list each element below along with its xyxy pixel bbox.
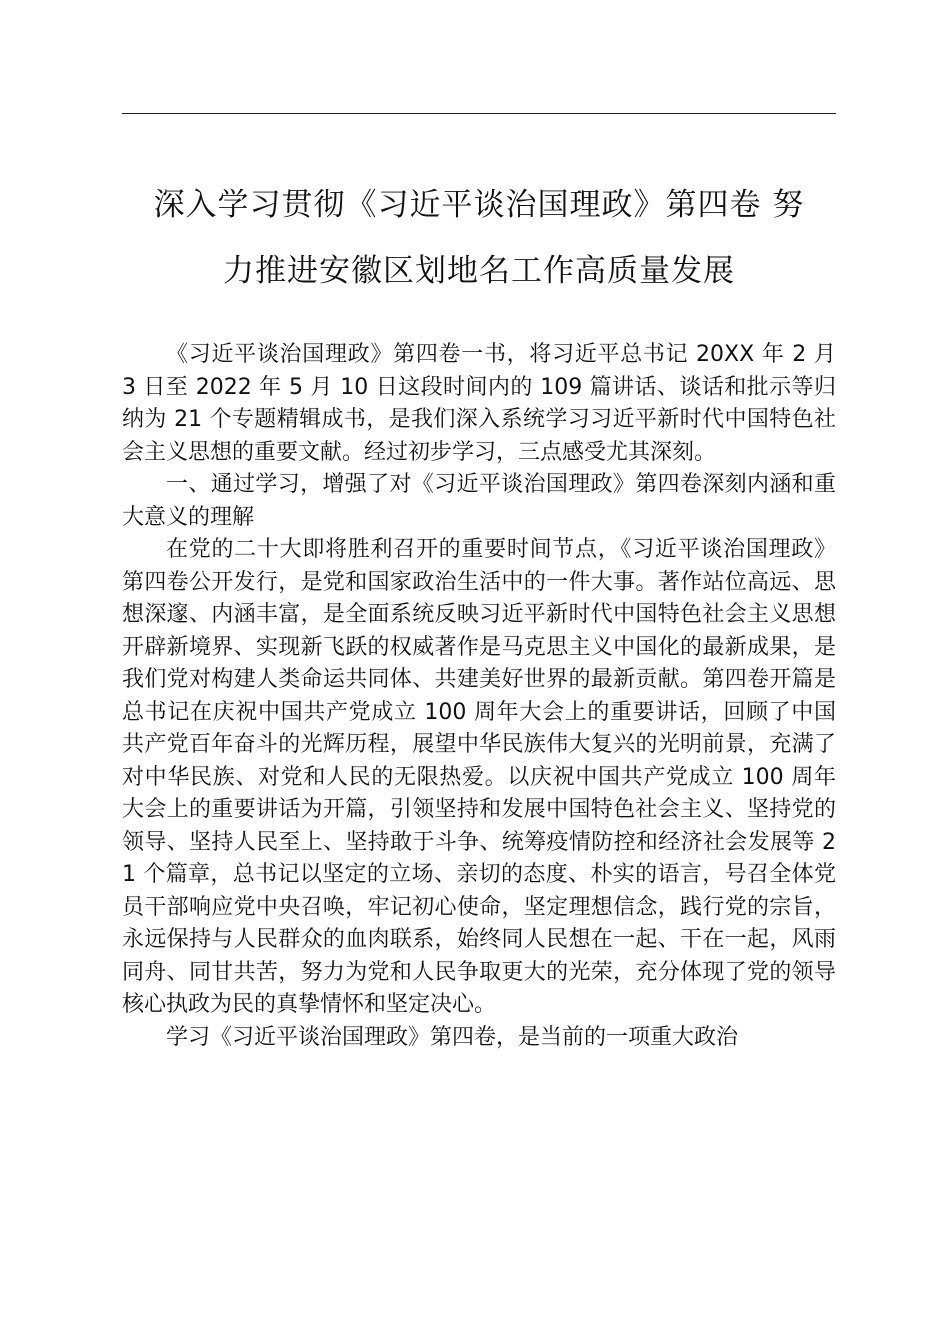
header-rule <box>122 113 836 114</box>
title-line-2: 力推进安徽区划地名工作高质量发展 <box>223 253 735 289</box>
paragraph-study: 学习《习近平谈治国理政》第四卷，是当前的一项重大政治 <box>166 1024 739 1050</box>
section-heading-1: 一、通过学习，增强了对《习近平谈治国理政》第四卷深刻内涵和重大意义的理解 <box>122 472 836 530</box>
document-title <box>110 172 848 304</box>
title-line-1: 深入学习贯彻《习近平谈治国理政》第四卷 努 <box>153 187 805 223</box>
paragraph-intro: 《习近平谈治国理政》第四卷一书，将习近平总书记 20XX 年 2 月 3 日至 2022 年 5 月 10 日这段时间内的 109 篇讲话、谈话和批示等归纳为 21 个专题精辑成书，是我们深入系统学习习近平新时代中国特色社会主义思想的重要文献。经过初步学习，三点感受尤其深刻。 <box>122 342 836 465</box>
paragraph-section-1: 在党的二十大即将胜利召开的重要时间节点，《习近平谈治国理政》第四卷公开发行，是党和国家政治生活中的一件大事。著作站位高远、思想深邃、内涵丰富，是全面系统反映习近平新时代中国特色社会主义思想开辟新境界、实现新飞跃的权威著作是马克思主义中国化的最新成果，是我们党对构建人类命运共同体、共建美好世界的最新贡献。第四卷开篇是总书记在庆祝中国共产党成立 100 周年大会上的重要讲话，回顾了中国共产党百年奋斗的光辉历程，展望中华民族伟大复兴的光明前景，充满了对中华民族、对党和人民的无限热爱。以庆祝中国共产党成立 100 周年大会上的重要讲话为开篇，引领坚持和发展中国特色社会主义、坚持党的领导、坚持人民至上、坚持敢于斗争、统筹疫情防控和经济社会发展等 21 个篇章，总书记以坚定的立场、亲切的态度、朴实的语言，号召全体党员干部响应党中央召唤，牢记初心使命，坚定理想信念，践行党的宗旨，永远保持与人民群众的血肉联系，始终同人民想在一起、干在一起，风雨同舟、同甘共苦，努力为党和人民争取更大的光荣，充分体现了党的领导核心执政为民的真挚情怀和坚定决心。 <box>122 537 836 1017</box>
document-body <box>122 339 836 1054</box>
